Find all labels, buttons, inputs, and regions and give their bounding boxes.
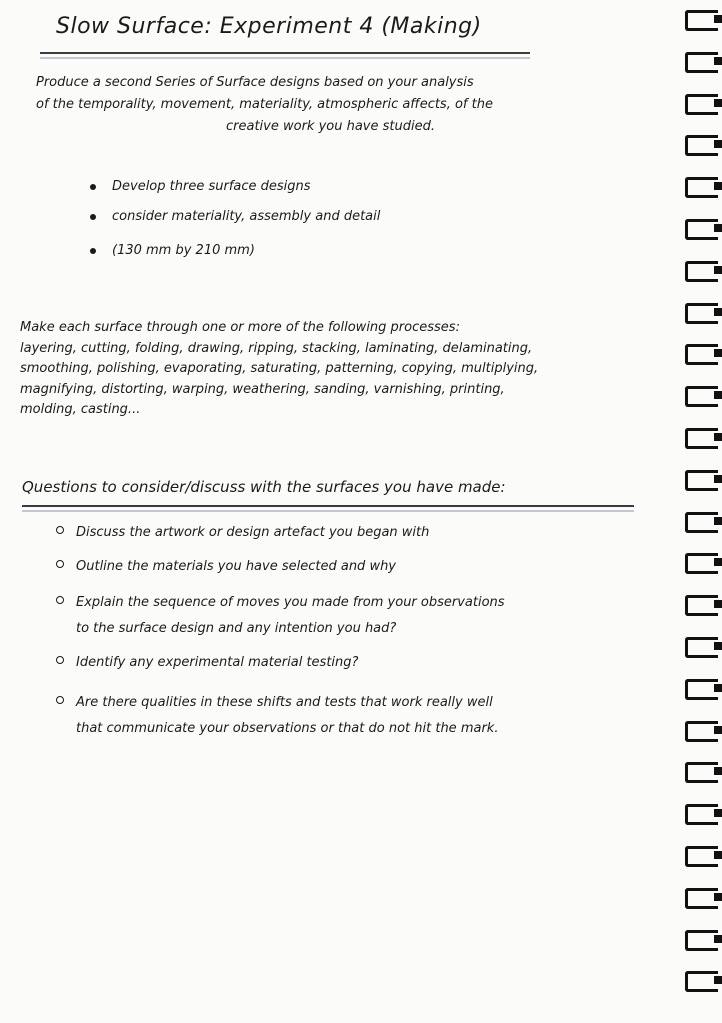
questions-underline [22,505,634,507]
list-item: consider materiality, assembly and detail [90,204,380,234]
intro-line: Produce a second Series of Surface designs based on your analysis [36,75,474,90]
binding-ring [685,679,718,700]
processes-line: layering, cutting, folding, drawing, ripping, stacking, laminating, delaminating, [20,340,533,356]
binding-ring [685,512,718,533]
question-item [56,690,666,742]
list-item: Develop three surface designs [90,174,380,204]
binding-ring [685,721,718,742]
questions-underline-secondary [22,510,634,512]
binding-ring [685,344,718,365]
binding-ring [685,94,718,115]
binding-ring [685,386,718,407]
binding-ring [685,10,718,31]
list-item: (130 mm by 210 mm) [90,238,380,268]
binding-ring [685,804,718,825]
binding-ring [685,135,718,156]
binding-ring [685,219,718,240]
page-title: Slow Surface: Experiment 4 (Making) [56,14,482,39]
task-bullet-list [90,174,380,268]
binding-ring [685,553,718,574]
processes-line: smoothing, polishing, evaporating, saturating, patterning, copying, multiplying, [20,361,539,376]
question-line: Explain the sequence of moves you made from your observations [76,595,505,610]
questions-list [56,520,666,742]
processes-line: molding, casting... [20,402,141,417]
binding-ring [685,261,718,282]
question-line: to the surface design and any intention you had? [76,621,397,636]
spiral-binding-icon [676,0,722,1023]
binding-ring [685,595,718,616]
binding-ring [685,846,718,867]
question-line: Outline the materials you have selected and why [76,559,397,574]
questions-heading: Questions to consider/discuss with the surfaces you have made: [22,478,506,496]
title-underline-secondary [40,57,530,59]
question-item [56,554,666,580]
binding-ring [685,637,718,658]
question-item [56,650,666,676]
question-line: Are there qualities in these shifts and tests that work really well [76,695,493,710]
intro-paragraph [36,72,656,138]
binding-ring [685,52,718,73]
question-line: Discuss the artwork or design artefact you began with [76,525,430,540]
binding-ring [685,428,718,449]
binding-ring [685,470,718,491]
intro-line: of the temporality, movement, materiality, atmospheric affects, of the [36,97,493,112]
processes-line: magnifying, distorting, warping, weathering, sanding, varnishing, printing, [20,381,505,397]
binding-ring [685,971,718,992]
binding-ring [685,177,718,198]
question-item [56,520,666,546]
question-item [56,590,666,642]
question-line: Identify any experimental material testing? [76,655,359,670]
title-underline [40,52,530,54]
binding-ring [685,930,718,951]
processes-paragraph [20,318,670,421]
binding-ring [685,762,718,783]
binding-ring [685,888,718,909]
binding-ring [685,303,718,324]
processes-line: Make each surface through one or more of the following processes: [20,320,460,335]
question-line: that communicate your observations or that do not hit the mark. [76,721,499,736]
intro-line: creative work you have studied. [226,119,435,134]
